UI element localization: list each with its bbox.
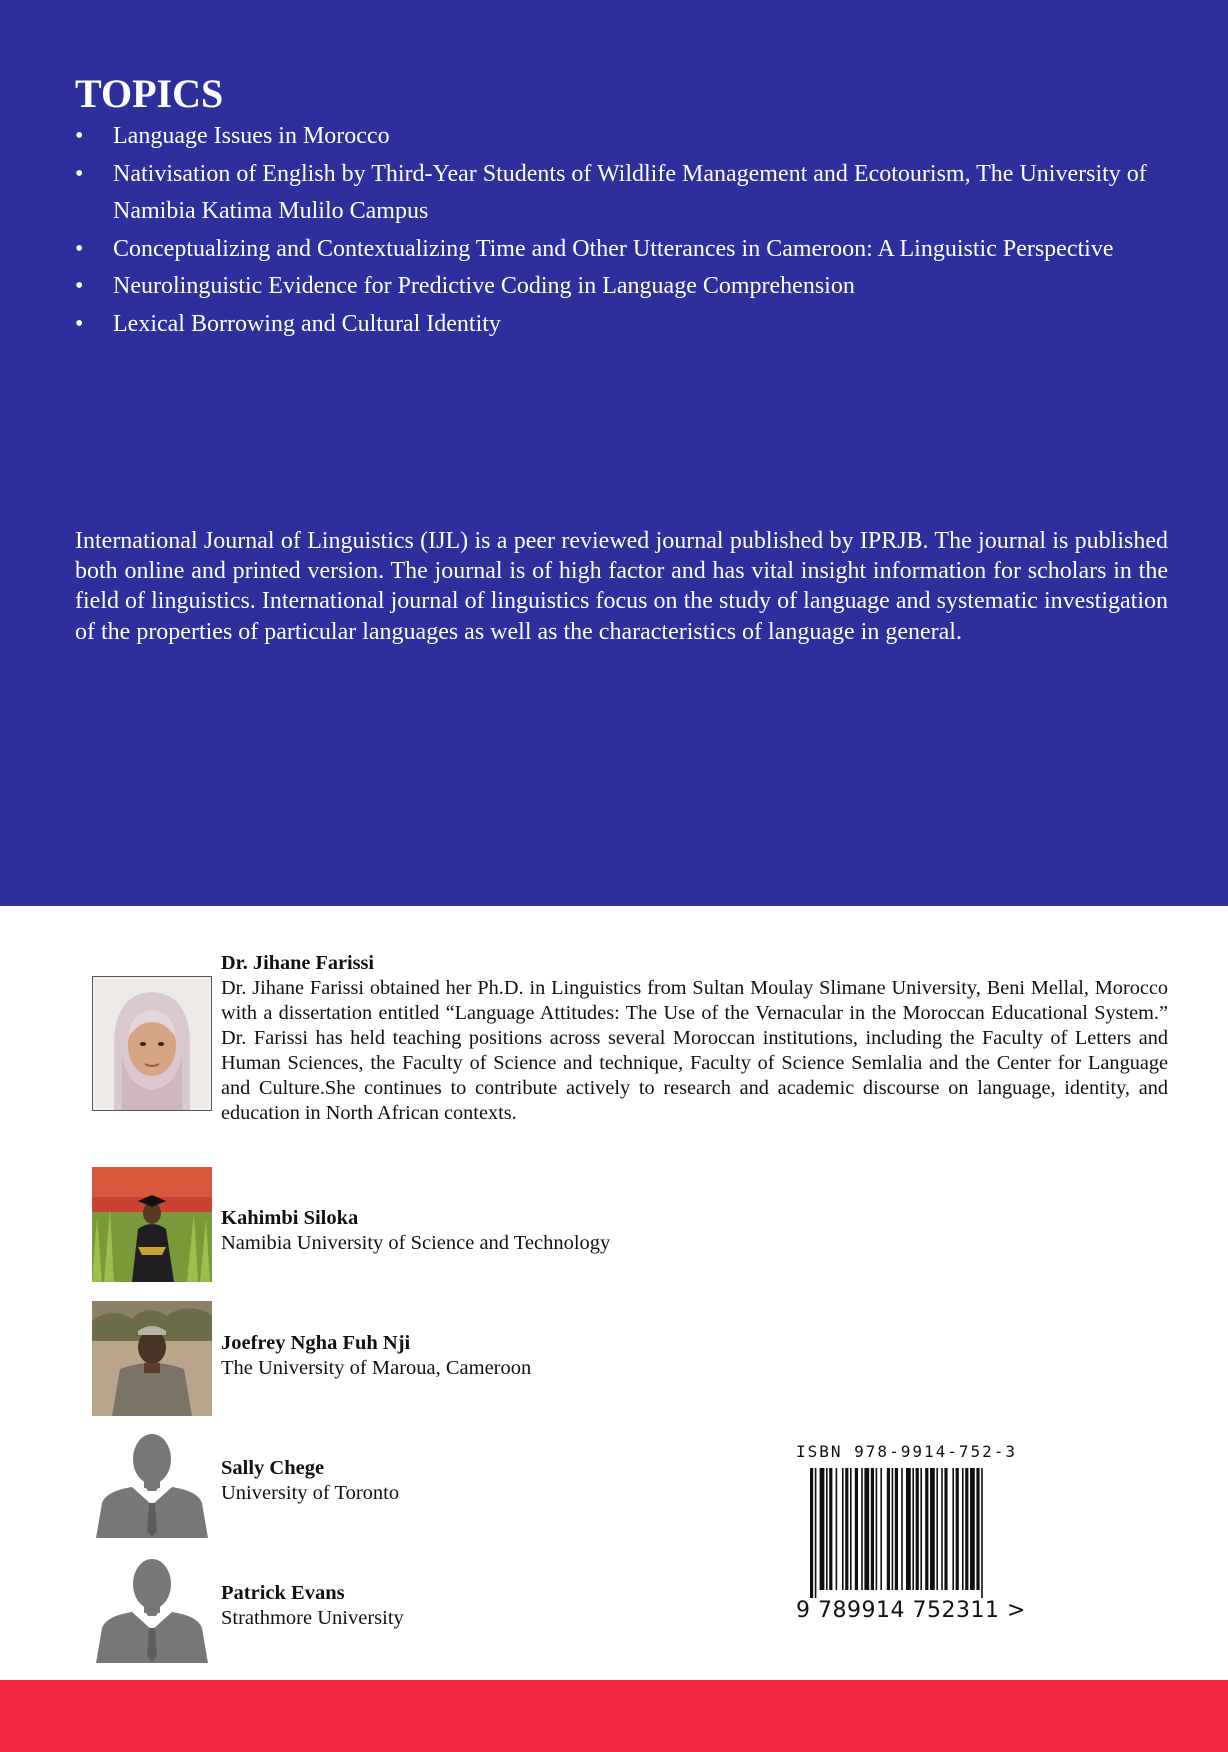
barcode-bar xyxy=(965,1468,968,1590)
author-bio-farissi xyxy=(221,951,1168,1126)
barcode-bar xyxy=(861,1468,863,1590)
topic-item xyxy=(75,268,1168,306)
barcode-bar xyxy=(944,1468,947,1590)
barcode-bar xyxy=(864,1468,869,1590)
barcode-bar xyxy=(916,1468,919,1590)
barcode-bar xyxy=(925,1468,928,1590)
barcode-bar xyxy=(952,1468,954,1590)
barcode-bar xyxy=(941,1468,943,1590)
barcode-bar xyxy=(962,1468,964,1590)
topic-text: Neurolinguistic Evidence for Predictive Coding in Language Comprehension xyxy=(113,273,855,299)
barcode-bar xyxy=(842,1468,844,1590)
author-nji xyxy=(221,1331,531,1381)
barcode-bar xyxy=(970,1468,975,1590)
bullet-icon: • xyxy=(75,273,84,299)
author-name: Patrick Evans xyxy=(221,1582,345,1604)
author-avatar-placeholder-icon xyxy=(92,1431,212,1538)
barcode-bar xyxy=(906,1468,911,1590)
topic-item xyxy=(75,306,1168,344)
barcode-bar xyxy=(892,1468,894,1590)
author-name: Joefrey Ngha Fuh Nji xyxy=(221,1332,411,1354)
isbn-barcode xyxy=(790,1442,1026,1630)
topics-list xyxy=(75,118,1168,343)
cover-bottom-band xyxy=(0,1680,1228,1752)
author-name: Dr. Jihane Farissi xyxy=(221,952,375,974)
topic-item xyxy=(75,231,1168,269)
barcode-bar xyxy=(850,1468,852,1590)
author-affiliation: The University of Maroua, Cameroon xyxy=(221,1357,532,1379)
topic-item xyxy=(75,118,1168,156)
topic-text: Conceptualizing and Contextualizing Time and Other Utterances in Cameroon: A Linguistic Perspective xyxy=(113,235,1114,262)
topic-item xyxy=(75,156,1168,231)
barcode-bar xyxy=(930,1468,935,1590)
author-affiliation: Strathmore University xyxy=(221,1607,404,1629)
barcode-bar xyxy=(976,1468,979,1590)
topics-title: TOPICS xyxy=(75,71,224,116)
author-photo-farissi xyxy=(92,976,212,1111)
barcode-bar xyxy=(956,1468,959,1590)
barcode-bar xyxy=(810,1468,813,1598)
barcode-bar xyxy=(895,1468,898,1590)
barcode-bar xyxy=(901,1468,903,1590)
topic-text: Language Issues in Morocco xyxy=(113,123,390,149)
barcode-bar xyxy=(880,1468,882,1590)
topic-text: Lexical Borrowing and Cultural Identity xyxy=(113,310,501,337)
barcode-bar xyxy=(871,1468,874,1590)
bullet-icon: • xyxy=(75,310,84,337)
barcode-bar xyxy=(855,1468,858,1590)
author-avatar-placeholder-icon xyxy=(92,1556,212,1663)
author-bio-text: Dr. Jihane Farissi obtained her Ph.D. in Linguistics from Sultan Moulay Slimane University, Beni Mellal, Morocco with a dissertation entitled “Language Attitudes: The Use of the Vernacular in the Moroccan Educational System.” Dr. Farissi has held teaching positions across several Moroccan institutions, including the Faculty of Letters and Human Sciences, the Faculty of Science and technique, Faculty of Science Semlalia and the Center for Language and Culture.She continues to contribute actively to research and academic discourse on language, identity, and education in North African contexts. xyxy=(221,977,1168,1124)
bullet-icon: • xyxy=(75,123,84,149)
barcode-bar xyxy=(936,1468,938,1590)
author-photo-siloka xyxy=(92,1167,212,1282)
barcode-bar xyxy=(981,1468,983,1598)
barcode-bar xyxy=(920,1468,922,1590)
barcode-bar xyxy=(815,1468,817,1598)
bullet-icon: • xyxy=(75,235,84,262)
author-name: Kahimbi Siloka xyxy=(221,1207,359,1229)
barcode-bar xyxy=(829,1468,832,1590)
barcode-bar xyxy=(876,1468,878,1590)
barcode-bar xyxy=(912,1468,914,1590)
barcode-digits: 9 789914 752311 > xyxy=(796,1598,1026,1623)
author-photo-nji xyxy=(92,1301,212,1416)
author-siloka xyxy=(221,1206,610,1256)
author-chege xyxy=(221,1456,399,1506)
barcode-bar xyxy=(820,1468,825,1590)
author-affiliation: University of Toronto xyxy=(221,1482,400,1504)
barcode-icon xyxy=(810,1468,1006,1598)
isbn-label: ISBN 978-9914-752-3 xyxy=(796,1442,1018,1461)
author-affiliation: Namibia University of Science and Technology xyxy=(221,1232,611,1254)
barcode-bar xyxy=(826,1468,828,1590)
bullet-icon: • xyxy=(75,160,84,187)
barcode-bar xyxy=(845,1468,848,1590)
journal-description: International Journal of Linguistics (IJL) is a peer reviewed journal published by IPRJB. The journal is published both online and printed version. The journal is of high factor and has vital insight information for scholars in the field of linguistics. International journal of linguistics focus on the study of language and systematic investigation of the properties of particular languages as well as the characteristics of language in general. xyxy=(75,528,1168,645)
author-evans xyxy=(221,1581,404,1631)
barcode-bar xyxy=(887,1468,890,1590)
barcode-bar xyxy=(836,1468,838,1590)
author-name: Sally Chege xyxy=(221,1457,325,1479)
topic-text: Nativisation of English by Third-Year Students of Wildlife Management and Ecotourism, The University of Namibia Katima Mulilo Campus xyxy=(113,160,1147,224)
